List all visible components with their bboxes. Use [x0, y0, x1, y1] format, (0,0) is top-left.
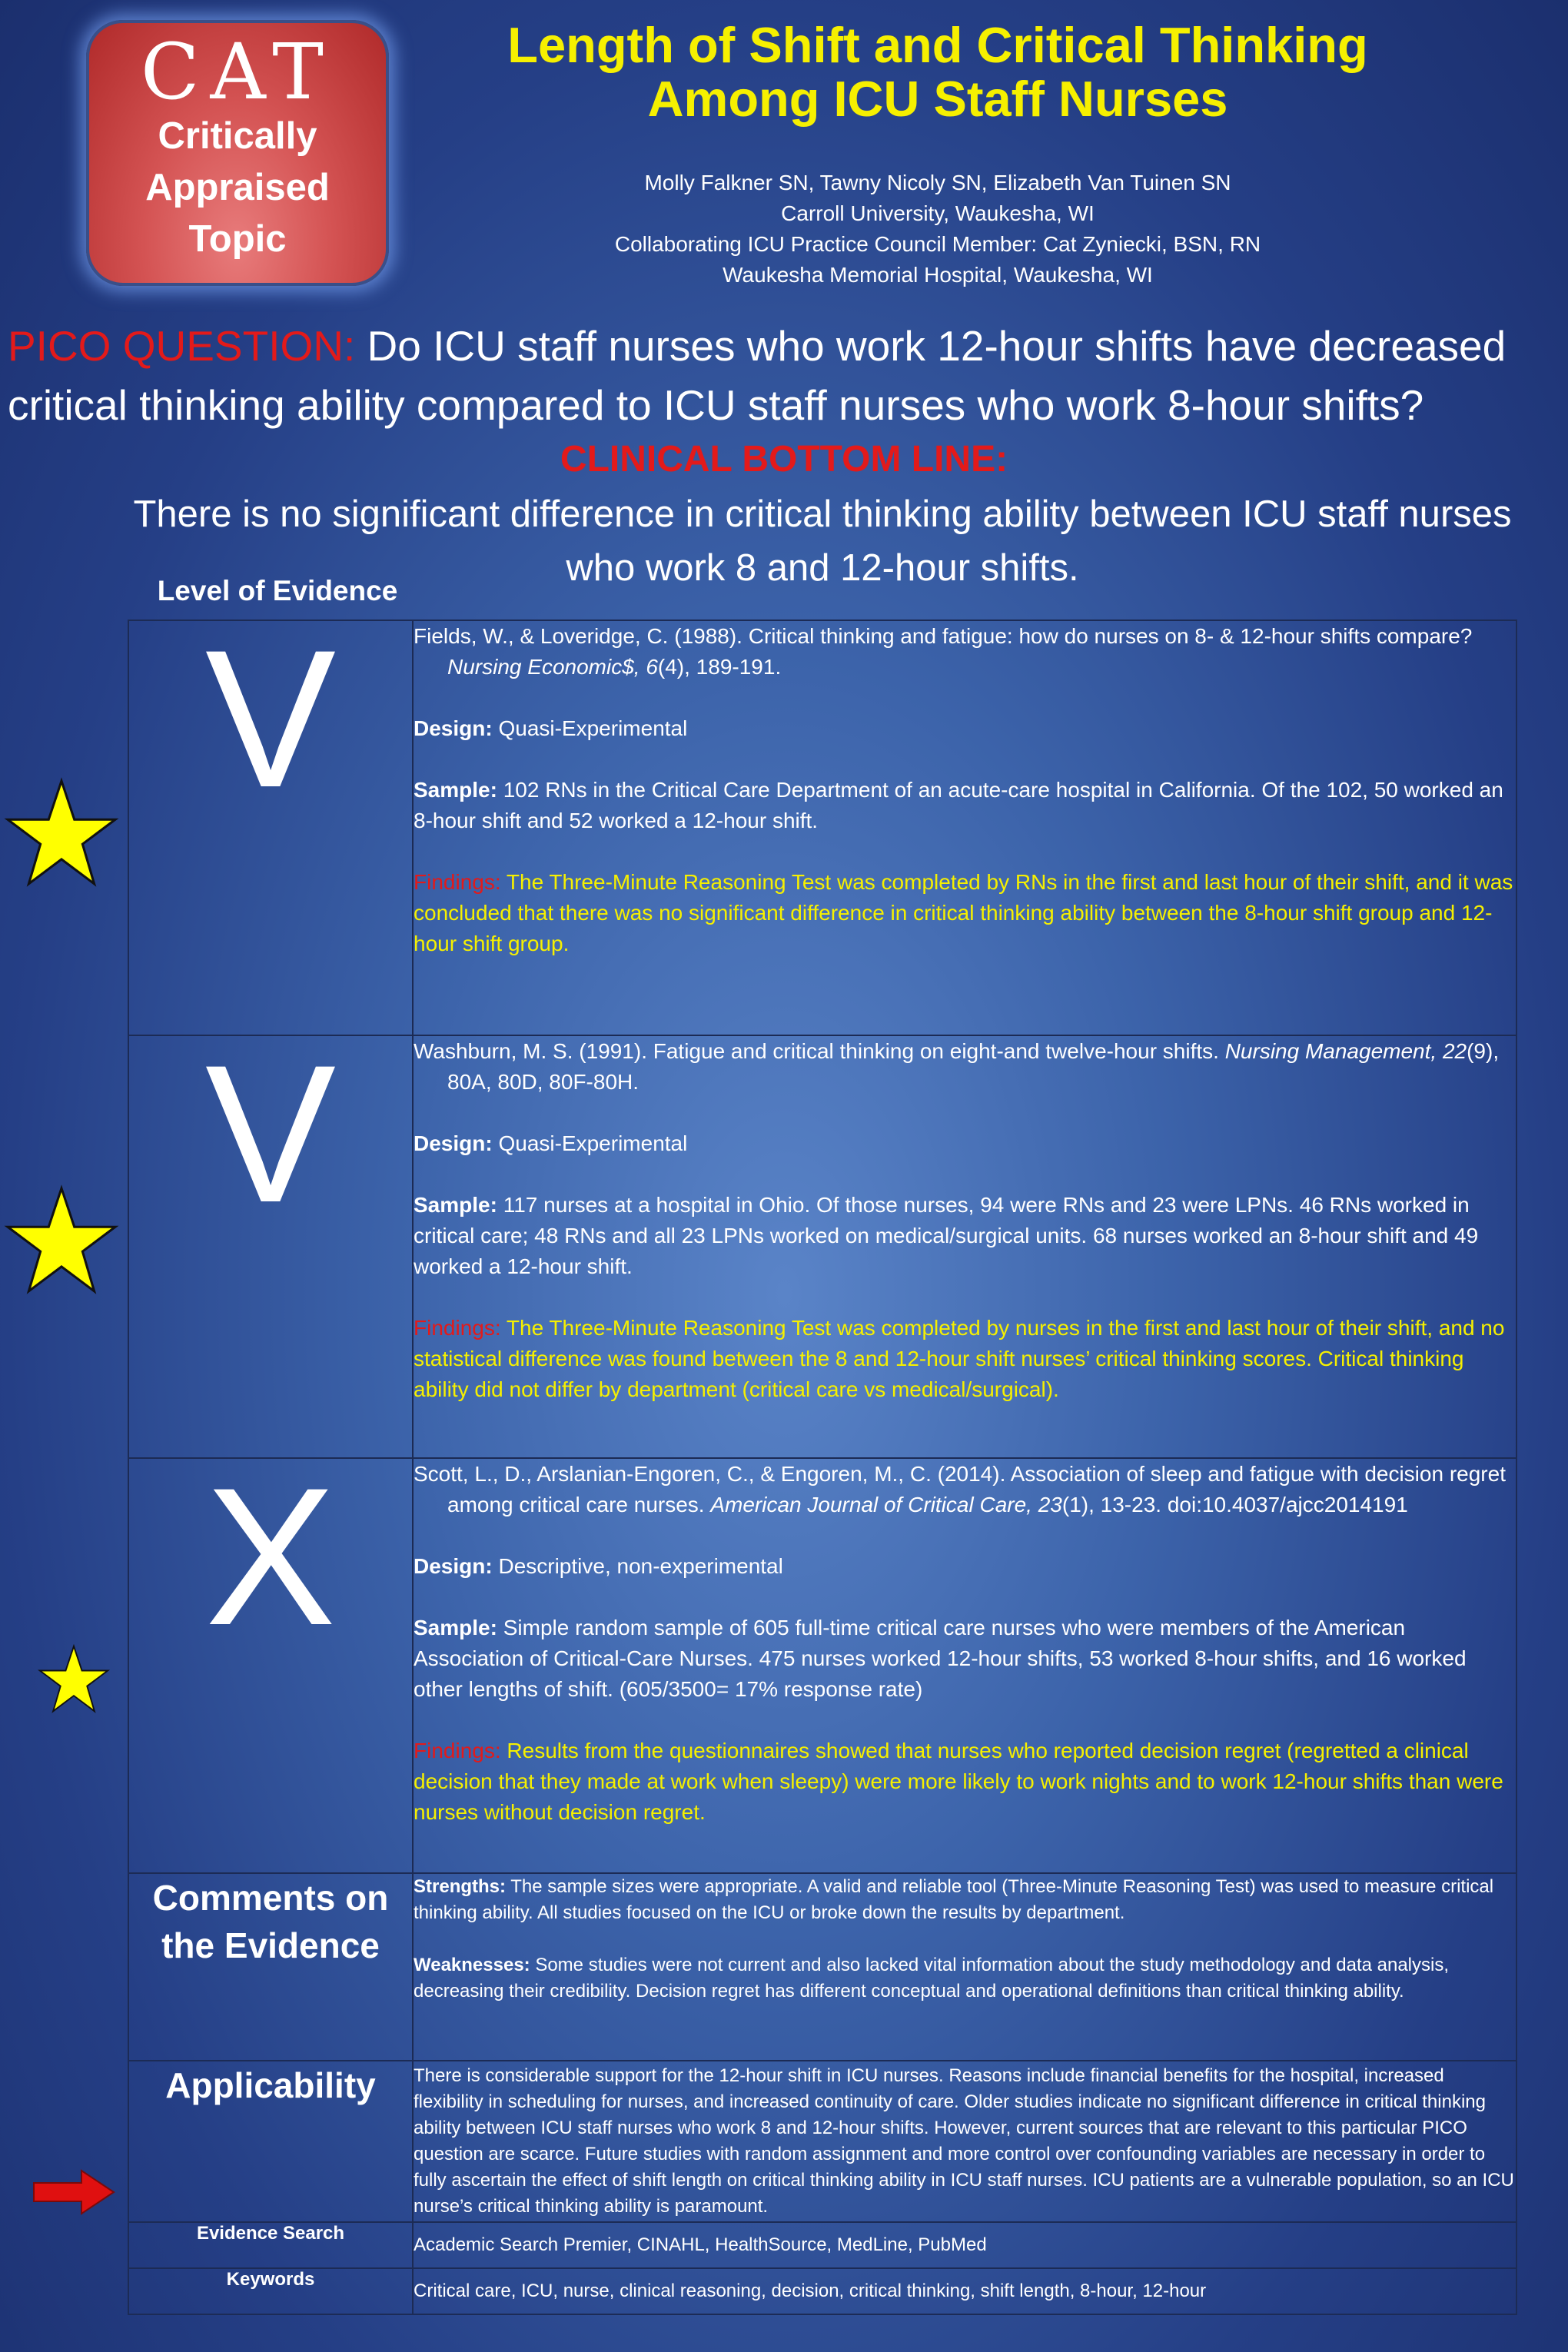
comments-label: Comments on the Evidence — [152, 1878, 389, 1965]
pico-text: Do ICU staff nurses who work 12-hour shifts have decreased critical thinking ability compared to ICU staff nurses who work 8-hour shifts? — [8, 322, 1507, 429]
design-label: Design: — [414, 1554, 493, 1578]
study-cell — [413, 1035, 1517, 1458]
collaborator-line: Collaborating ICU Practice Council Member: Cat Zyniecki, BSN, RN — [614, 232, 1261, 256]
design-value: Quasi-Experimental — [492, 716, 688, 740]
citation — [414, 1459, 1516, 1520]
strengths — [414, 1874, 1516, 1926]
authors-line: Molly Falkner SN, Tawny Nicoly SN, Elizabeth Van Tuinen SN — [644, 171, 1231, 194]
study-row — [128, 1035, 1517, 1458]
findings-value: Results from the questionnaires showed that nurses who reported decision regret (regretted a clinical decision that they made at work when sleepy) were more likely to work nights and to work 12-hour shifts than were nurses without decision regret. — [414, 1739, 1503, 1824]
weaknesses-value: Some studies were not current and also lacked vital information about the study methodology and data analysis, decreasing their credibility. Decision regret has different conceptual and operational definitions than critical thinking ability. — [414, 1955, 1450, 2002]
cat-badge — [86, 20, 389, 286]
findings-value: The Three-Minute Reasoning Test was completed by nurses in the first and last hour of their shift, and no statistical difference was found between the 8 and 12-hour shift nurses’ critical thinking scores. Critical thinking ability did not differ by department (critical care vs medical/surgical). — [414, 1316, 1505, 1401]
citation — [414, 1036, 1516, 1098]
design-value: Quasi-Experimental — [492, 1131, 688, 1155]
red-arrow-icon — [32, 2168, 117, 2217]
design-label: Design: — [414, 1131, 493, 1155]
findings-value: The Three-Minute Reasoning Test was completed by RNs in the first and last hour of their shift, and it was concluded that there was no significant difference in critical thinking ability between the 8-hour shift group and 12-hour shift group. — [414, 870, 1513, 955]
citation-journal: American Journal of Critical Care, 23 — [710, 1493, 1062, 1517]
star-icon — [3, 769, 120, 901]
level-cell — [128, 610, 413, 1035]
citation-pages: (9), 80A, 80D, 80F-80H. — [447, 1039, 1500, 1094]
study-row — [128, 620, 1517, 1035]
evidence-search-text: Academic Search Premier, CINAHL, HealthSource, MedLine, PubMed — [414, 2234, 987, 2255]
applicability-row — [128, 2061, 1517, 2222]
hospital-line: Waukesha Memorial Hospital, Waukesha, WI — [723, 263, 1153, 287]
evidence-search-cell — [413, 2222, 1517, 2268]
sample-label: Sample: — [414, 778, 497, 802]
design-label: Design: — [414, 716, 493, 740]
applicability-cell — [413, 2061, 1517, 2222]
comments-cell — [413, 1873, 1517, 2061]
cat-badge-line2: Appraised — [145, 167, 330, 208]
poster-title-line1: Length of Shift and Critical Thinking — [507, 17, 1368, 73]
comments-row — [128, 1873, 1517, 2061]
findings — [414, 1313, 1516, 1405]
star-icon — [37, 1643, 111, 1717]
keywords-label-cell — [128, 2268, 413, 2314]
evidence-level: V — [204, 610, 337, 829]
evidence-search-row — [128, 2222, 1517, 2268]
evidence-level: X — [204, 1447, 337, 1666]
cat-badge-line3: Topic — [188, 218, 287, 260]
findings-label: Findings: — [414, 1316, 501, 1340]
citation-journal: Nursing Economic$, 6 — [447, 655, 658, 679]
keywords-cell — [413, 2268, 1517, 2314]
clinical-bottom-line-label: CLINICAL BOTTOM LINE: — [560, 439, 1008, 480]
sample-value: 117 nurses at a hospital in Ohio. Of those nurses, 94 were RNs and 23 were LPNs. 46 RNs worked in critical care; 48 RNs and all 23 LPNs worked on medical/surgical units. 68 nurses worked an 8-hour shift and 49 worked a 12-hour shift. — [414, 1193, 1479, 1278]
sample — [414, 1613, 1516, 1705]
weaknesses-label: Weaknesses: — [414, 1955, 530, 1975]
applicability-label-cell — [128, 2061, 413, 2222]
citation-pages: (1), 13-23. doi:10.4037/ajcc2014191 — [1061, 1493, 1408, 1517]
design — [414, 1128, 1516, 1159]
weaknesses — [414, 1952, 1516, 2005]
keywords-label: Keywords — [226, 2269, 315, 2290]
findings-label: Findings: — [414, 1739, 501, 1762]
applicability-label: Applicability — [165, 2065, 376, 2105]
strengths-value: The sample sizes were appropriate. A valid and reliable tool (Three-Minute Reasoning Test) was used to measure critical thinking ability. All studies focused on the ICU or broke down the results by department. — [414, 1876, 1494, 1923]
evidence-table — [128, 610, 1517, 2315]
sample-label: Sample: — [414, 1193, 497, 1217]
sample — [414, 775, 1516, 836]
citation-text: Fields, W., & Loveridge, C. (1988). Critical thinking and fatigue: how do nurses on 8- & 12-hour shifts compare? — [414, 624, 1473, 648]
evidence-search-label-cell — [128, 2222, 413, 2268]
strengths-label: Strengths: — [414, 1876, 506, 1897]
pico-label: PICO QUESTION: — [8, 322, 356, 370]
cat-badge-title: CAT — [141, 27, 334, 117]
comments-label-cell — [128, 1873, 413, 2061]
star-icon — [3, 1176, 120, 1308]
citation — [414, 621, 1516, 683]
keywords-row — [128, 2268, 1517, 2314]
citation-journal: Nursing Management, 22 — [1224, 1039, 1467, 1063]
findings — [414, 1736, 1516, 1828]
affiliation-line: Carroll University, Waukesha, WI — [781, 201, 1095, 225]
poster-title-line2: Among ICU Staff Nurses — [647, 71, 1228, 127]
evidence-search-label: Evidence Search — [196, 2223, 345, 2244]
authors-block — [415, 168, 1460, 291]
level-cell — [128, 1447, 413, 1873]
citation-pages: (4), 189-191. — [657, 655, 782, 679]
findings-label: Findings: — [414, 870, 501, 894]
clinical-bottom-line-text: There is no significant difference in critical thinking ability between ICU staff nurses who work 8 and 12-hour shifts. — [133, 493, 1512, 589]
sample-value: 102 RNs in the Critical Care Department of an acute-care hospital in California. Of the 102, 50 worked an 8-hour shift and 52 worked a 12-hour shift. — [414, 778, 1503, 832]
sample — [414, 1190, 1516, 1282]
pico-question — [8, 317, 1568, 435]
design — [414, 713, 1516, 744]
design-value: Descriptive, non-experimental — [492, 1554, 783, 1578]
poster-title — [415, 18, 1460, 126]
keywords-text: Critical care, ICU, nurse, clinical reasoning, decision, critical thinking, shift length, 8-hour, 12-hour — [414, 2281, 1207, 2301]
study-cell — [413, 1458, 1517, 1873]
sample-label: Sample: — [414, 1616, 497, 1639]
findings — [414, 867, 1516, 959]
applicability-text: There is considerable support for the 12-hour shift in ICU nurses. Reasons include financial benefits for the hospital, increased flexibility in scheduling for nurses, and increased continuity of care. Older studies indicate no significant difference in critical thinking ability between ICU staff nurses who work 8 and 12-hour shifts. However, current sources that are relevant to this particular PICO question are scarce. Future studies with random assignment and more control over confounding variables are necessary in order to fully ascertain the effect of shift length on critical thinking ability in ICU staff nurses. ICU patients are a vulnerable population, so an ICU nurse’s critical thinking ability is paramount. — [414, 2065, 1514, 2217]
study-cell — [413, 620, 1517, 1035]
cat-badge-line1: Critically — [158, 115, 317, 157]
citation-text: Scott, L., D., Arslanian-Engoren, C., & Engoren, M., C. (2014). Association of sleep and fatigue with decision regret among critical care nurses. — [414, 1462, 1506, 1517]
sample-value: Simple random sample of 605 full-time critical care nurses who were members of the American Association of Critical-Care Nurses. 475 nurses worked 12-hour shifts, 53 worked 8-hour shifts, and 16 worked other lengths of shift. (605/3500= 17% response rate) — [414, 1616, 1467, 1701]
design — [414, 1551, 1516, 1582]
level-of-evidence-header: Level of Evidence — [157, 575, 398, 606]
citation-text: Washburn, M. S. (1991). Fatigue and critical thinking on eight-and twelve-hour shifts. — [414, 1039, 1225, 1063]
study-row — [128, 1458, 1517, 1873]
evidence-level: V — [204, 1025, 337, 1244]
level-cell — [128, 1025, 413, 1458]
